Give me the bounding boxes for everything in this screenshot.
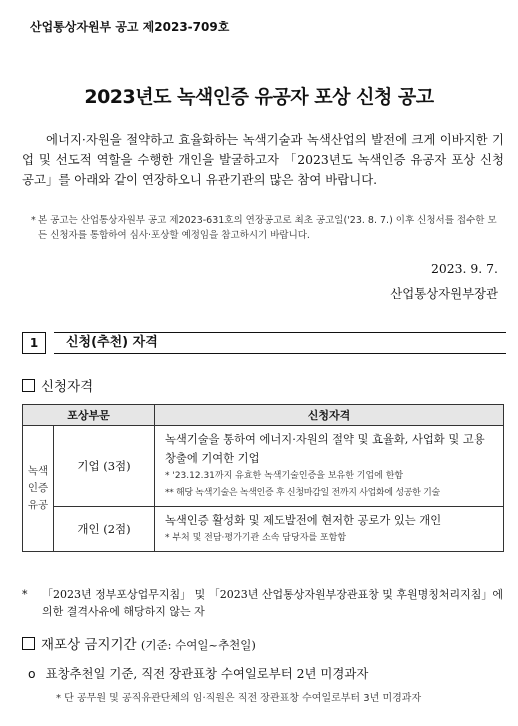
table-row xyxy=(23,507,504,552)
vertical-label-part: 유공 xyxy=(27,499,49,511)
notice-date: 2023. 9. 7. xyxy=(431,261,498,276)
issuer: 산업통상자원부장관 xyxy=(390,286,498,301)
eligibility-note: ** 해당 녹색기술은 녹색인증 후 신청마감일 전까지 사업화에 성공한 기술 xyxy=(165,488,440,498)
list-item-note: * 단 공무원 및 공직유관단체의 임·직원은 직전 장관표창 수여일로부터 3년 미경과자 xyxy=(56,693,422,704)
eligibility-individual xyxy=(155,507,504,552)
category-individual: 개인 (2점) xyxy=(54,507,155,552)
extension-note xyxy=(31,213,504,243)
eligibility-note: * 부처 및 전담·평가기관 소속 담당자를 포함함 xyxy=(165,533,347,543)
vertical-label-part: 인증 xyxy=(27,482,49,494)
section-number: 1 xyxy=(22,332,46,354)
square-bullet-icon xyxy=(22,637,35,650)
circle-bullet-icon: o xyxy=(28,666,36,681)
list-item xyxy=(28,664,368,682)
note-mark: * xyxy=(31,215,36,226)
eligibility-table xyxy=(22,404,504,552)
subheading-eligibility xyxy=(22,375,93,395)
intro-paragraph: 에너지·자원을 절약하고 효율화하는 녹색기술과 녹색산업의 발전에 크게 이바지한 기업 및 선도적 역할을 수행한 개인을 발굴하고자 「2023년도 녹색인증 유공자 포상 신청 공고」를 아래와 같이 연장하오니 유관기관의 많은 참여 바랍니다. xyxy=(22,132,504,187)
square-bullet-icon xyxy=(22,379,35,392)
footnote-mark: * xyxy=(22,588,28,601)
table-header-row xyxy=(23,405,504,426)
eligibility-company xyxy=(155,426,504,507)
vertical-label xyxy=(23,426,54,552)
section-title: 신청(추천) 자격 xyxy=(54,332,506,354)
subheading-paren: (기준: 수여일~추천일) xyxy=(140,638,256,652)
notice-number: 산업통상자원부 공고 제2023-709호 xyxy=(30,20,230,34)
page-title: 2023년도 녹색인증 유공자 포상 신청 공고 xyxy=(84,86,434,108)
disqualification-footnote xyxy=(22,586,504,620)
header-award-category: 포상부문 xyxy=(23,405,155,426)
footnote-text: 「2023년 정부포상업무지침」 및 「2023년 산업통상자원부장관표창 및 후원명칭처리지침」에 의한 결격사유에 해당하지 않는 자 xyxy=(42,588,503,618)
eligibility-note: * '23.12.31까지 유효한 녹색기술인증을 보유한 기업에 한함 xyxy=(165,471,404,481)
category-company: 기업 (3점) xyxy=(54,426,155,507)
list-item-text: 표창추천일 기준, 직전 장관표창 수여일로부터 2년 미경과자 xyxy=(45,666,369,681)
note-text: 본 공고는 산업통상자원부 공고 제2023-631호의 연장공고로 최초 공고일('23. 8. 7.) 이후 신청서를 접수한 모든 신청자를 통합하여 심사·포상할 예정임을 참고하시기 바랍니다. xyxy=(38,215,497,241)
eligibility-text: 녹색인증 활성화 및 제도발전에 현저한 공로가 있는 개인 xyxy=(165,514,442,527)
eligibility-text: 녹색기술을 통하여 에너지·자원의 절약 및 효율화, 사업화 및 고용창출에 기여한 기업 xyxy=(165,433,485,465)
subheading-reaward-ban xyxy=(22,633,256,653)
header-eligibility: 신청자격 xyxy=(155,405,504,426)
subheading-label: 재포상 금지기간 xyxy=(41,637,137,653)
table-row xyxy=(23,426,504,507)
vertical-label-part: 녹색 xyxy=(27,465,49,477)
subheading-label: 신청자격 xyxy=(41,379,94,395)
